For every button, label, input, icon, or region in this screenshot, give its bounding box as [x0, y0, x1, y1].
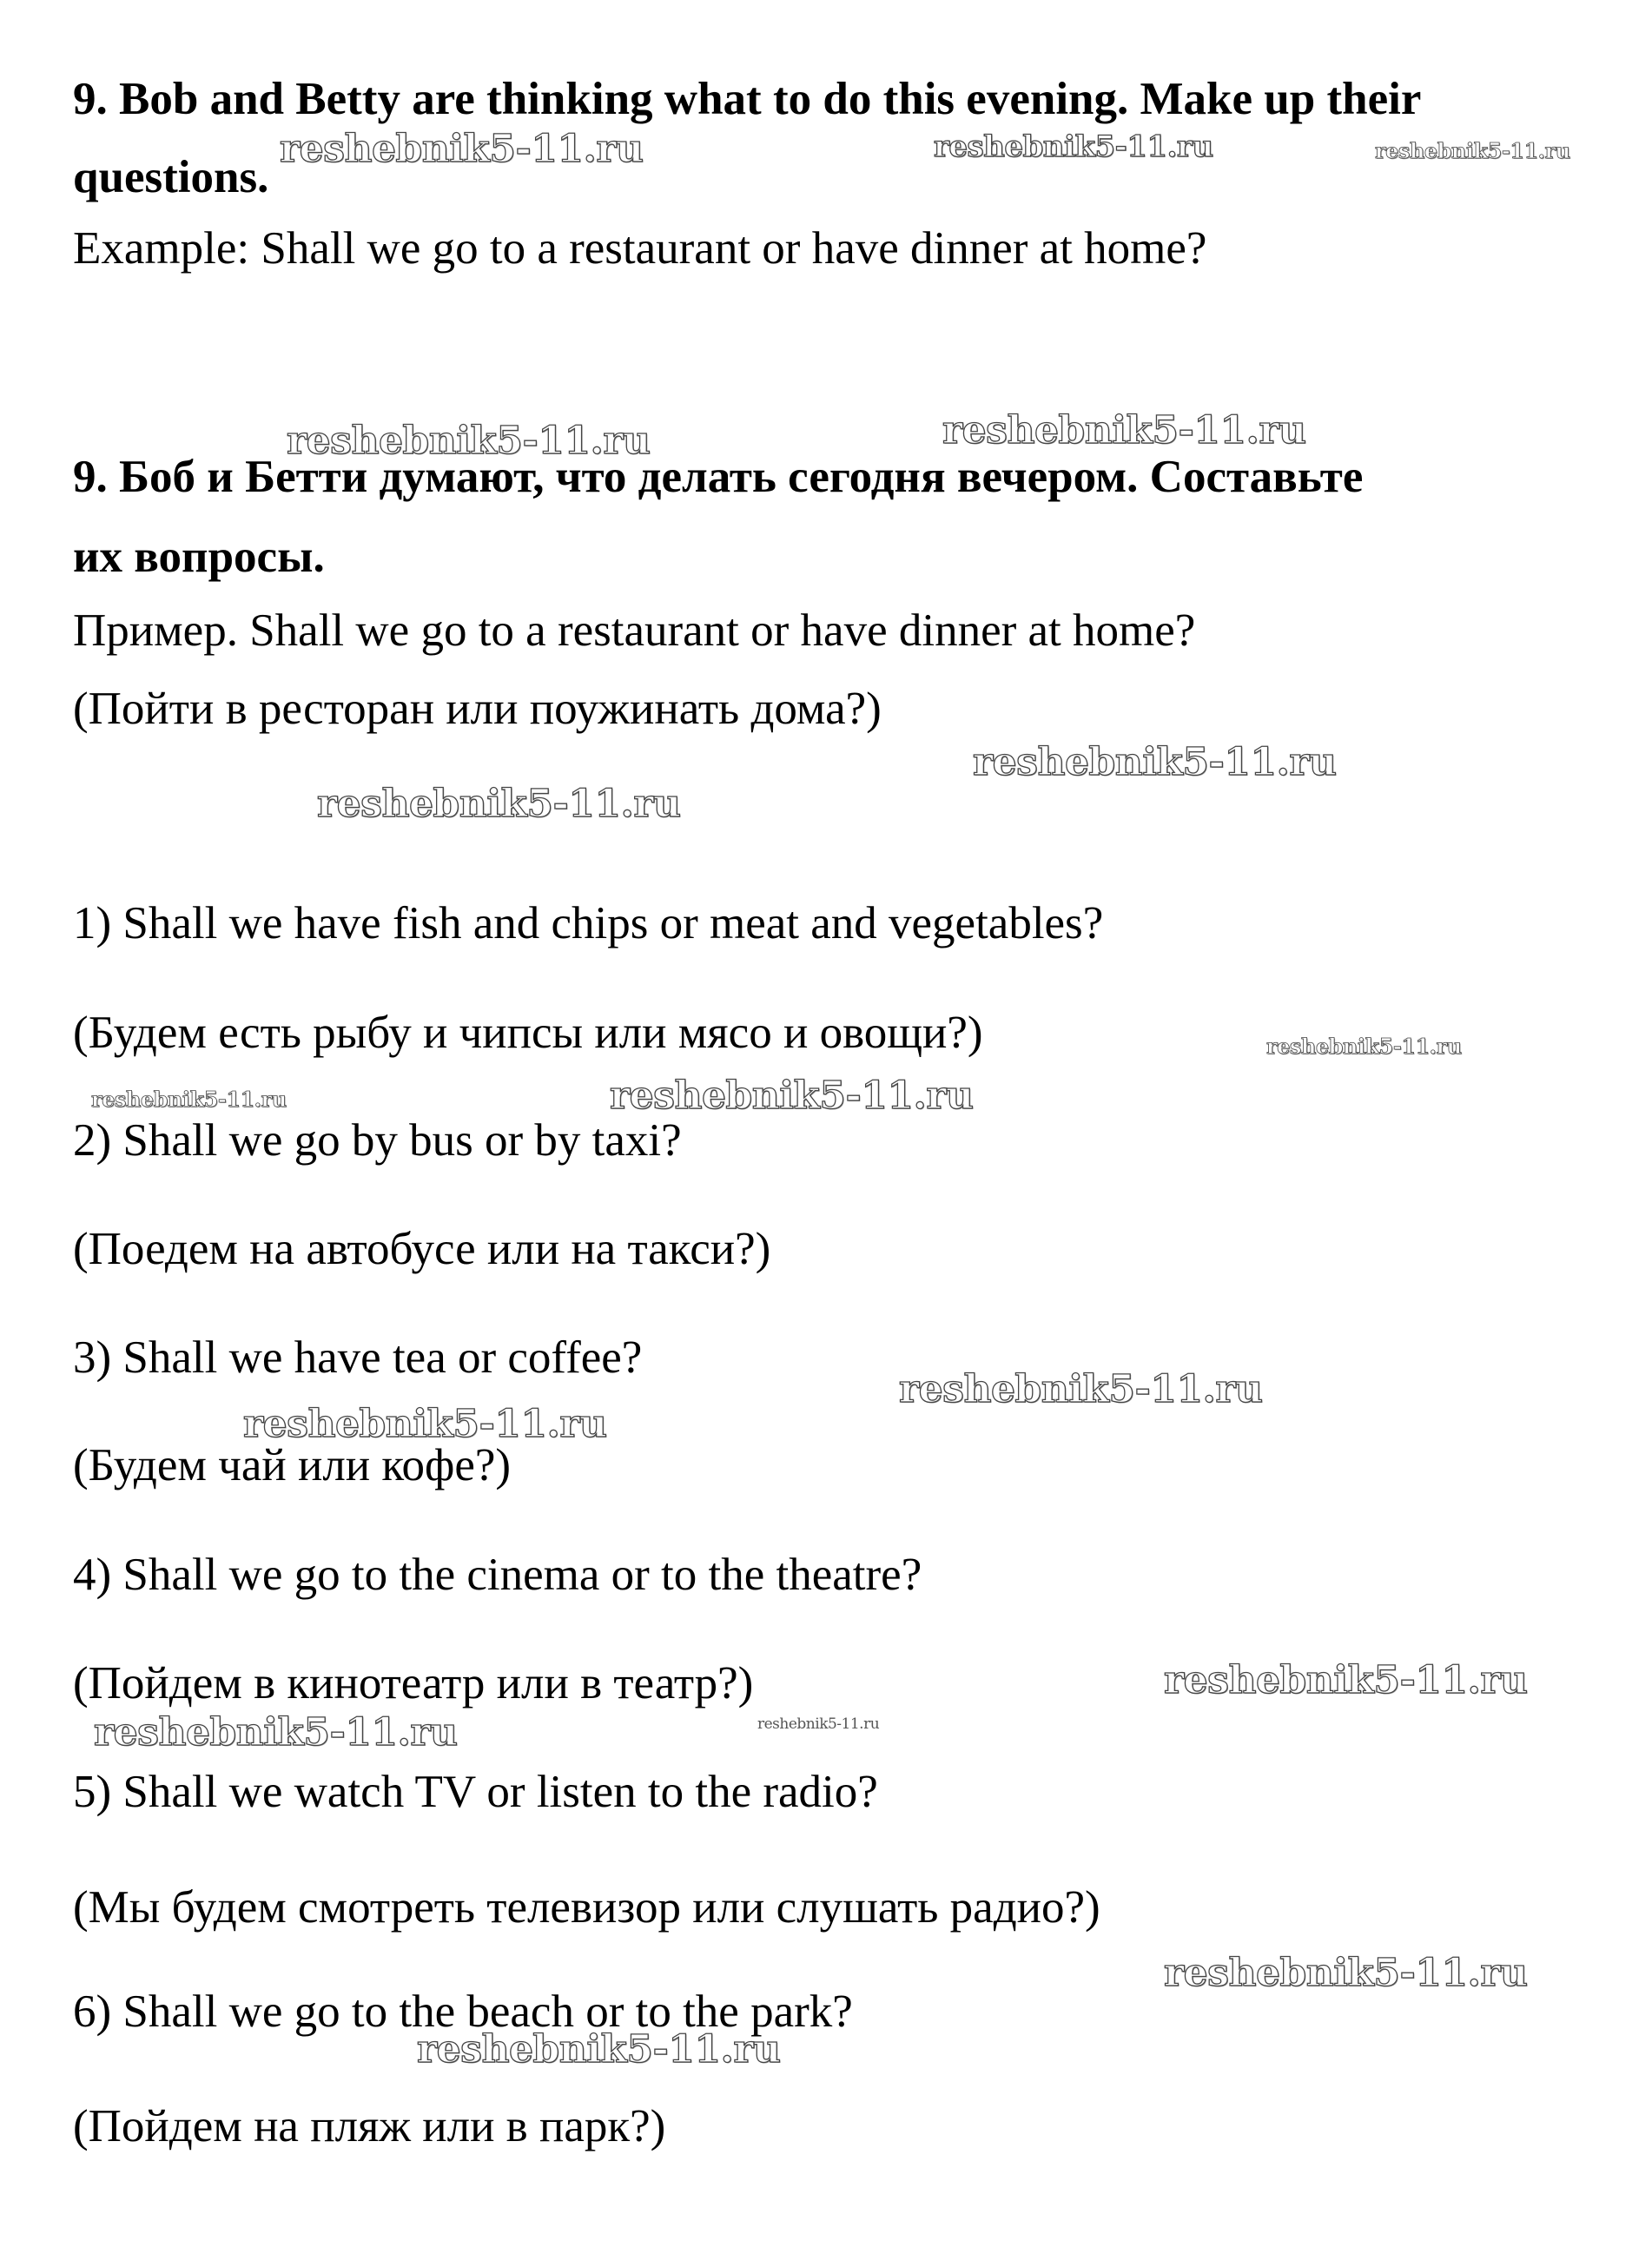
- answer-question: 6) Shall we go to the beach or to the park?: [73, 1986, 853, 2037]
- answer-translation: (Поедем на автобусе или на такси?): [73, 1224, 771, 1274]
- example-en: Example: Shall we go to a restaurant or have dinner at home?: [73, 223, 1207, 274]
- answer-question: 1) Shall we have fish and chips or meat and vegetables?: [73, 898, 1104, 948]
- answer-translation: (Пойдем в кинотеатр или в театр?): [73, 1658, 754, 1709]
- watermark: reshebnik5-11.ru: [934, 129, 1213, 164]
- answer-question: 3) Shall we have tea or coffee?: [73, 1332, 643, 1383]
- watermark: reshebnik5-11.ru: [417, 2027, 781, 2072]
- task-heading-en-line1: 9. Bob and Betty are thinking what to do this evening. Make up their: [73, 74, 1422, 124]
- watermark: reshebnik5-11.ru: [757, 1715, 880, 1733]
- answer-question: 5) Shall we watch TV or listen to the radio?: [73, 1767, 878, 1817]
- answer-translation: (Мы будем смотреть телевизор или слушать радио?): [73, 1882, 1100, 1933]
- watermark: reshebnik5-11.ru: [973, 740, 1337, 784]
- watermark: reshebnik5-11.ru: [94, 1710, 458, 1755]
- watermark: reshebnik5-11.ru: [899, 1367, 1263, 1411]
- watermark: reshebnik5-11.ru: [317, 782, 681, 826]
- watermark: reshebnik5-11.ru: [1164, 1951, 1528, 1995]
- watermark: reshebnik5-11.ru: [287, 419, 651, 463]
- answer-translation: (Будем чай или кофе?): [73, 1440, 512, 1490]
- watermark: reshebnik5-11.ru: [91, 1087, 287, 1112]
- example-ru-translation: (Пойти в ресторан или поужинать дома?): [73, 684, 882, 734]
- watermark: reshebnik5-11.ru: [243, 1402, 607, 1446]
- task-heading-en-line2: questions.: [73, 152, 269, 202]
- watermark: reshebnik5-11.ru: [1266, 1034, 1462, 1059]
- watermark: reshebnik5-11.ru: [1375, 138, 1570, 163]
- answer-translation: (Пойдем на пляж или в парк?): [73, 2101, 666, 2151]
- watermark: reshebnik5-11.ru: [942, 408, 1306, 453]
- watermark: reshebnik5-11.ru: [610, 1074, 974, 1118]
- answer-question: 4) Shall we go to the cinema or to the theatre?: [73, 1550, 922, 1600]
- answer-question: 2) Shall we go by bus or by taxi?: [73, 1115, 682, 1166]
- task-heading-ru-line2: их вопросы.: [73, 532, 325, 582]
- watermark: reshebnik5-11.ru: [1164, 1658, 1528, 1702]
- answer-translation: (Будем есть рыбу и чипсы или мясо и овощи?): [73, 1008, 983, 1058]
- watermark: reshebnik5-11.ru: [280, 127, 644, 171]
- task-heading-ru-line1: 9. Боб и Бетти думают, что делать сегодня вечером. Составьте: [73, 452, 1364, 502]
- example-ru: Пример. Shall we go to a restaurant or have dinner at home?: [73, 605, 1196, 656]
